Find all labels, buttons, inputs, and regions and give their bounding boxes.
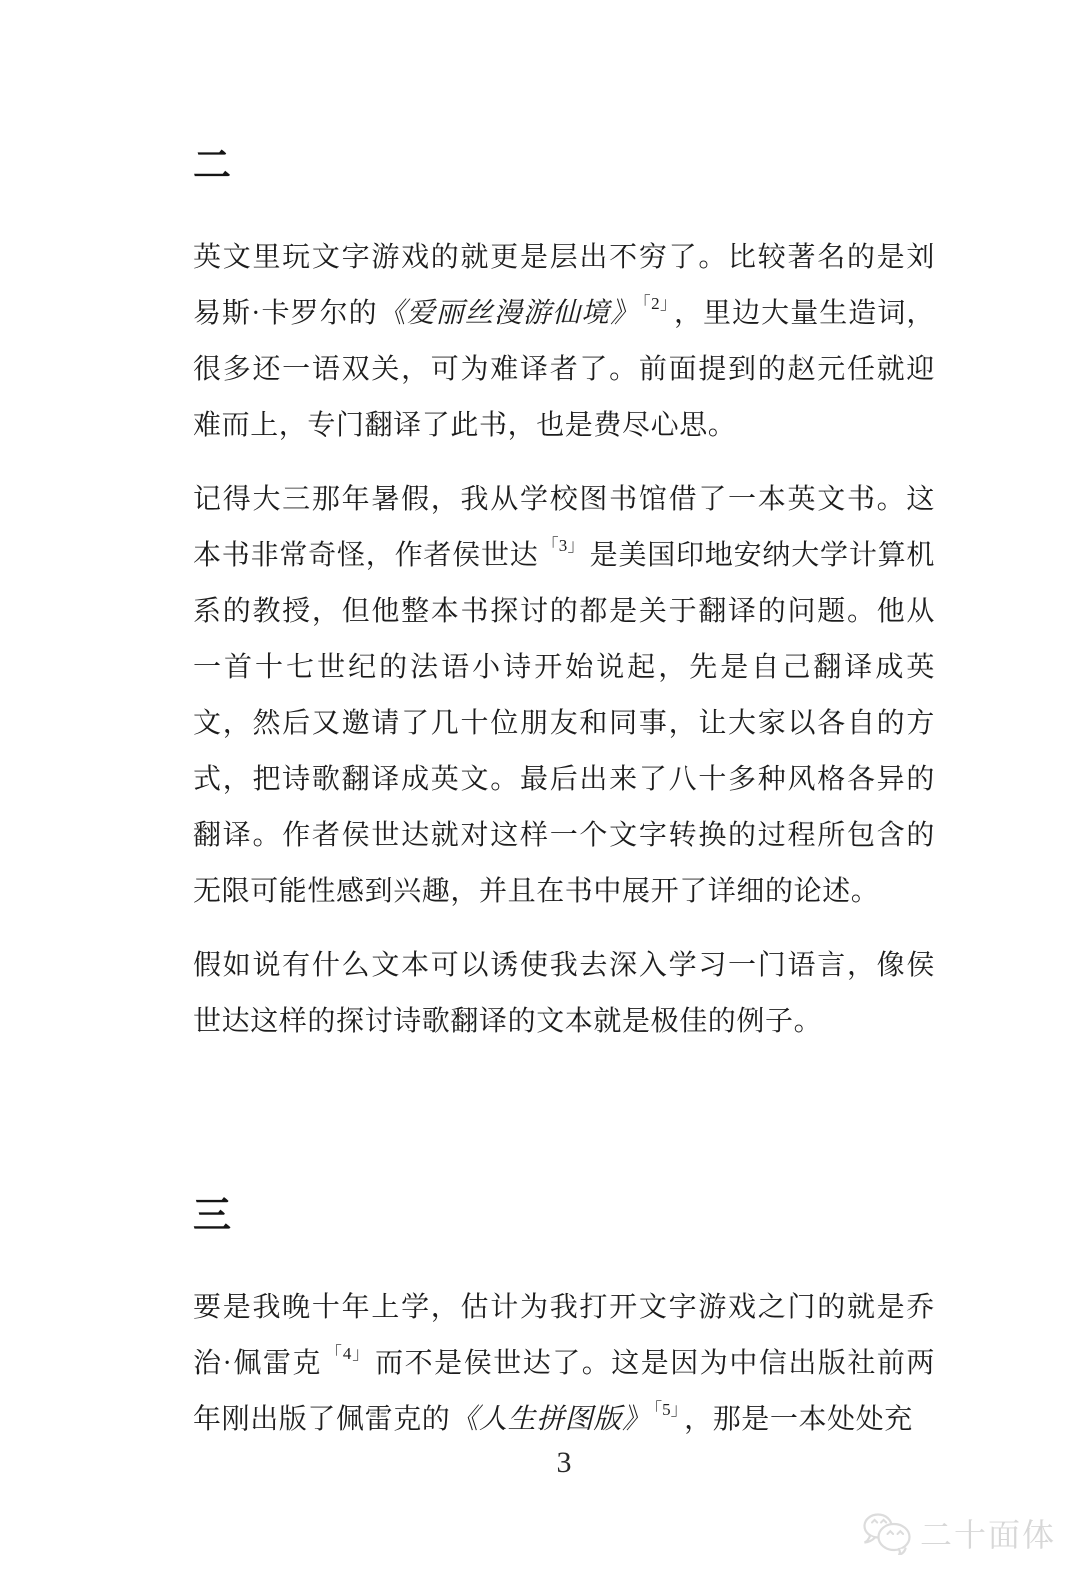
document-section (193, 146, 935, 1050)
paragraph (193, 1280, 935, 1448)
section-heading: 三 (193, 1194, 232, 1237)
footnote-marker: 「3」 (541, 535, 585, 555)
watermark-label: 二十面体 (919, 1517, 1056, 1553)
paragraph (193, 472, 935, 920)
text-run: 要是我晚十年上学，估计为我打开文字游戏之门的就是乔治·佩雷克 (193, 1291, 935, 1379)
text-run: 英文里玩文字游戏的就更是层出不穷了。比较著名的是刘易斯·卡罗尔的 (193, 241, 935, 329)
footnote-marker: 「4」 (324, 1343, 371, 1363)
text-run: 是美国印地安纳大学计算机系的教授，但他整本书探讨的都是关于翻译的问题。他从一首十七世纪的法语小诗开始说起，先是自己翻译成英文，然后又邀请了几十位朋友和同事，让大家以各自的方式，把诗歌翻译成英文。最后出来了八十多种风格各异的翻译。作者侯世达就对这样一个文字转换的过程所包含的无限可能性感到兴趣，并且在书中展开了详细的论述。 (193, 539, 936, 907)
section-heading: 二 (193, 145, 232, 187)
book-title: 《爱丽丝漫游仙境》 (377, 297, 640, 329)
paragraph (193, 230, 935, 454)
document-section (193, 1196, 935, 1448)
text-run: 假如说有什么文本可以诱使我去深入学习一门语言，像侯世达这样的探讨诗歌翻译的文本就是极佳的例子。 (193, 949, 935, 1037)
text-run: ，里边大量生造词，很多还一语双关，可为难译者了。前面提到的赵元任就迎难而上，专门翻译了此书，也是费尽心思。 (193, 297, 936, 441)
page-number: 3 (556, 1446, 572, 1479)
footnote-marker: 「5」 (653, 1399, 680, 1419)
watermark (861, 1510, 1056, 1556)
paragraph (193, 938, 935, 1050)
text-run: 记得大三那年暑假，我从学校图书馆借了一本英文书。这本书非常奇怪，作者侯世达 (193, 483, 935, 571)
text-run: 而不是侯世达了。这是因为中信出版社前两年刚出版了佩雷克的 (193, 1347, 936, 1435)
book-title: 《人生拼图版》 (450, 1403, 651, 1435)
wechat-logo-icon (861, 1511, 913, 1555)
footnote-marker: 「2」 (642, 293, 669, 313)
document-page (193, 146, 935, 1448)
text-run: ，那是一本处处充 (684, 1403, 913, 1435)
